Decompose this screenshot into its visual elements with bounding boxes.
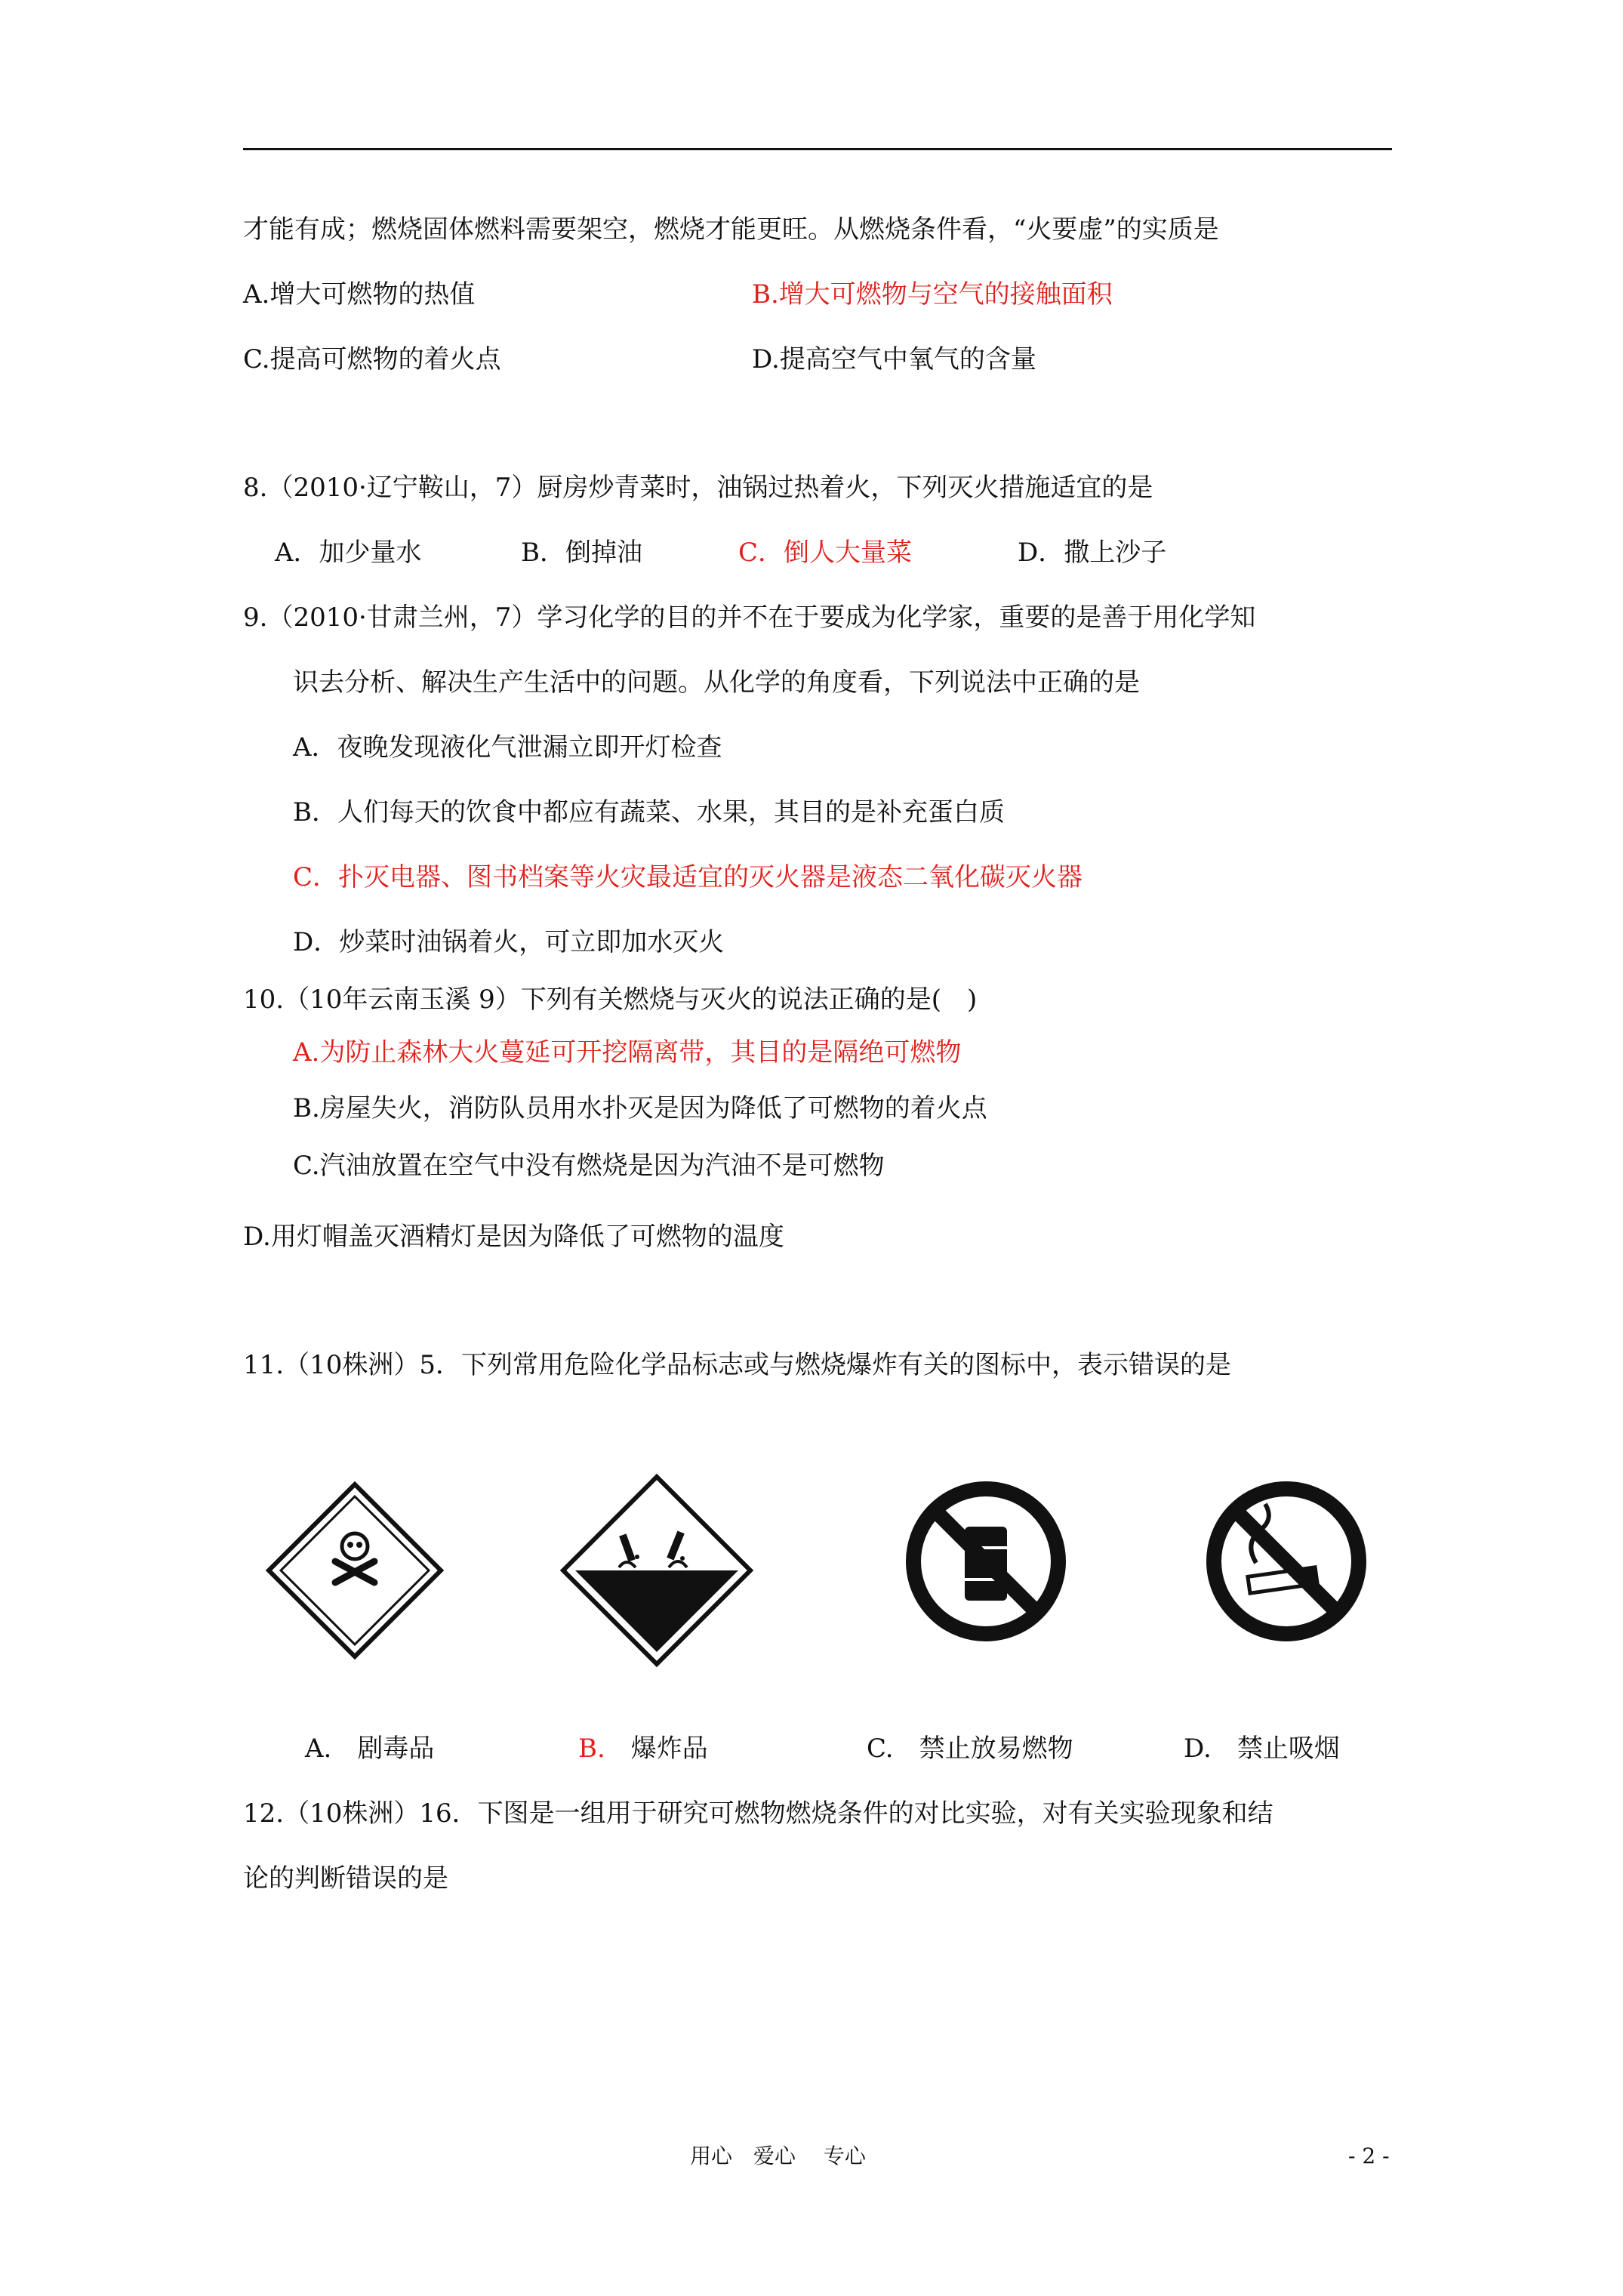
q12-stem-line1: 12.（10株洲）16．下图是一组用于研究可燃物燃烧条件的对比实验，对有关实验现象和结 (243, 1798, 1273, 1829)
q9-option-b: B．人们每天的饮食中都应有蔬菜、水果，其目的是补充蛋白质 (293, 797, 1005, 827)
header-rule (243, 148, 1392, 150)
page-number: - 2 - (1348, 2143, 1390, 2168)
q8-option-a: A．加少量水 (275, 538, 422, 568)
sign-b-letter-answer: B. (578, 1734, 605, 1764)
sign-d-text: 禁止吸烟 (1236, 1734, 1340, 1764)
sign-a-text: 剧毒品 (357, 1734, 435, 1764)
sign-a-letter: A. (305, 1734, 332, 1764)
sign-b-caption (578, 1732, 708, 1765)
q9-stem-line1: 9.（2010·甘肃兰州，7）学习化学的目的并不在于要成为化学家，重要的是善于用化学知 (243, 603, 1256, 633)
sign-c-text: 禁止放易燃物 (919, 1734, 1073, 1764)
sign-d-caption (1184, 1732, 1340, 1765)
q7-option-c: C.提高可燃物的着火点 (243, 344, 501, 374)
q7-option-b-answer: B.增大可燃物与空气的接触面积 (752, 279, 1113, 310)
q9-stem-line2: 识去分析、解决生产生活中的问题。从化学的角度看，下列说法中正确的是 (293, 667, 1140, 698)
footer-motto: 用心 爱心 专心 (690, 2143, 866, 2168)
q8-stem: 8.（2010·辽宁鞍山，7）厨房炒青菜时，油锅过热着火，下列灭火措施适宜的是 (243, 473, 1153, 503)
q9-option-a: A．夜晚发现液化气泄漏立即开灯检查 (293, 732, 722, 763)
skull-crossbones-icon (264, 1480, 445, 1661)
q8-option-c-answer: C．倒人大量菜 (738, 538, 913, 568)
q10-option-d: D.用灯帽盖灭酒精灯是因为降低了可燃物的温度 (243, 1222, 784, 1252)
q7-option-a: A.增大可燃物的热值 (243, 279, 476, 310)
q12-stem-line2: 论的判断错误的是 (243, 1863, 448, 1894)
sign-c-letter: C. (867, 1734, 894, 1764)
q11-stem: 11.（10株洲）5．下列常用危险化学品标志或与燃烧爆炸有关的图标中，表示错误的是 (243, 1350, 1231, 1380)
q9-option-c-answer: C．扑灭电器、图书档案等火灾最适宜的灭火器是液态二氧化碳灭火器 (293, 862, 1083, 892)
corrosive-icon (559, 1472, 755, 1669)
sign-b-text: 爆炸品 (630, 1734, 708, 1764)
q8-option-d: D．撒上沙子 (1018, 538, 1167, 568)
q10-stem: 10.（10年云南玉溪 9）下列有关燃烧与灭火的说法正确的是( ) (243, 985, 978, 1015)
sign-c-caption (867, 1732, 1073, 1765)
q9-option-d: D．炒菜时油锅着火，可立即加水灭火 (293, 927, 725, 957)
q10-option-c: C.汽油放置在空气中没有燃烧是因为汽油不是可燃物 (293, 1151, 885, 1181)
q7-option-d: D.提高空气中氧气的含量 (752, 344, 1036, 374)
q7-stem-tail: 才能有成；燃烧固体燃料需要架空，燃烧才能更旺。从燃烧条件看，“火要虚”的实质是 (243, 214, 1219, 245)
sign-d-letter: D. (1184, 1734, 1212, 1764)
sign-a-caption (305, 1732, 434, 1765)
q8-option-b: B．倒掉油 (521, 538, 642, 568)
no-flammable-barrel-icon (903, 1478, 1069, 1644)
q10-option-a-answer: A.为防止森林大火蔓延可开挖隔离带，其目的是隔绝可燃物 (293, 1037, 962, 1068)
q10-option-b: B.房屋失火，消防队员用水扑灭是因为降低了可燃物的着火点 (293, 1093, 987, 1123)
no-smoking-icon (1203, 1478, 1369, 1644)
